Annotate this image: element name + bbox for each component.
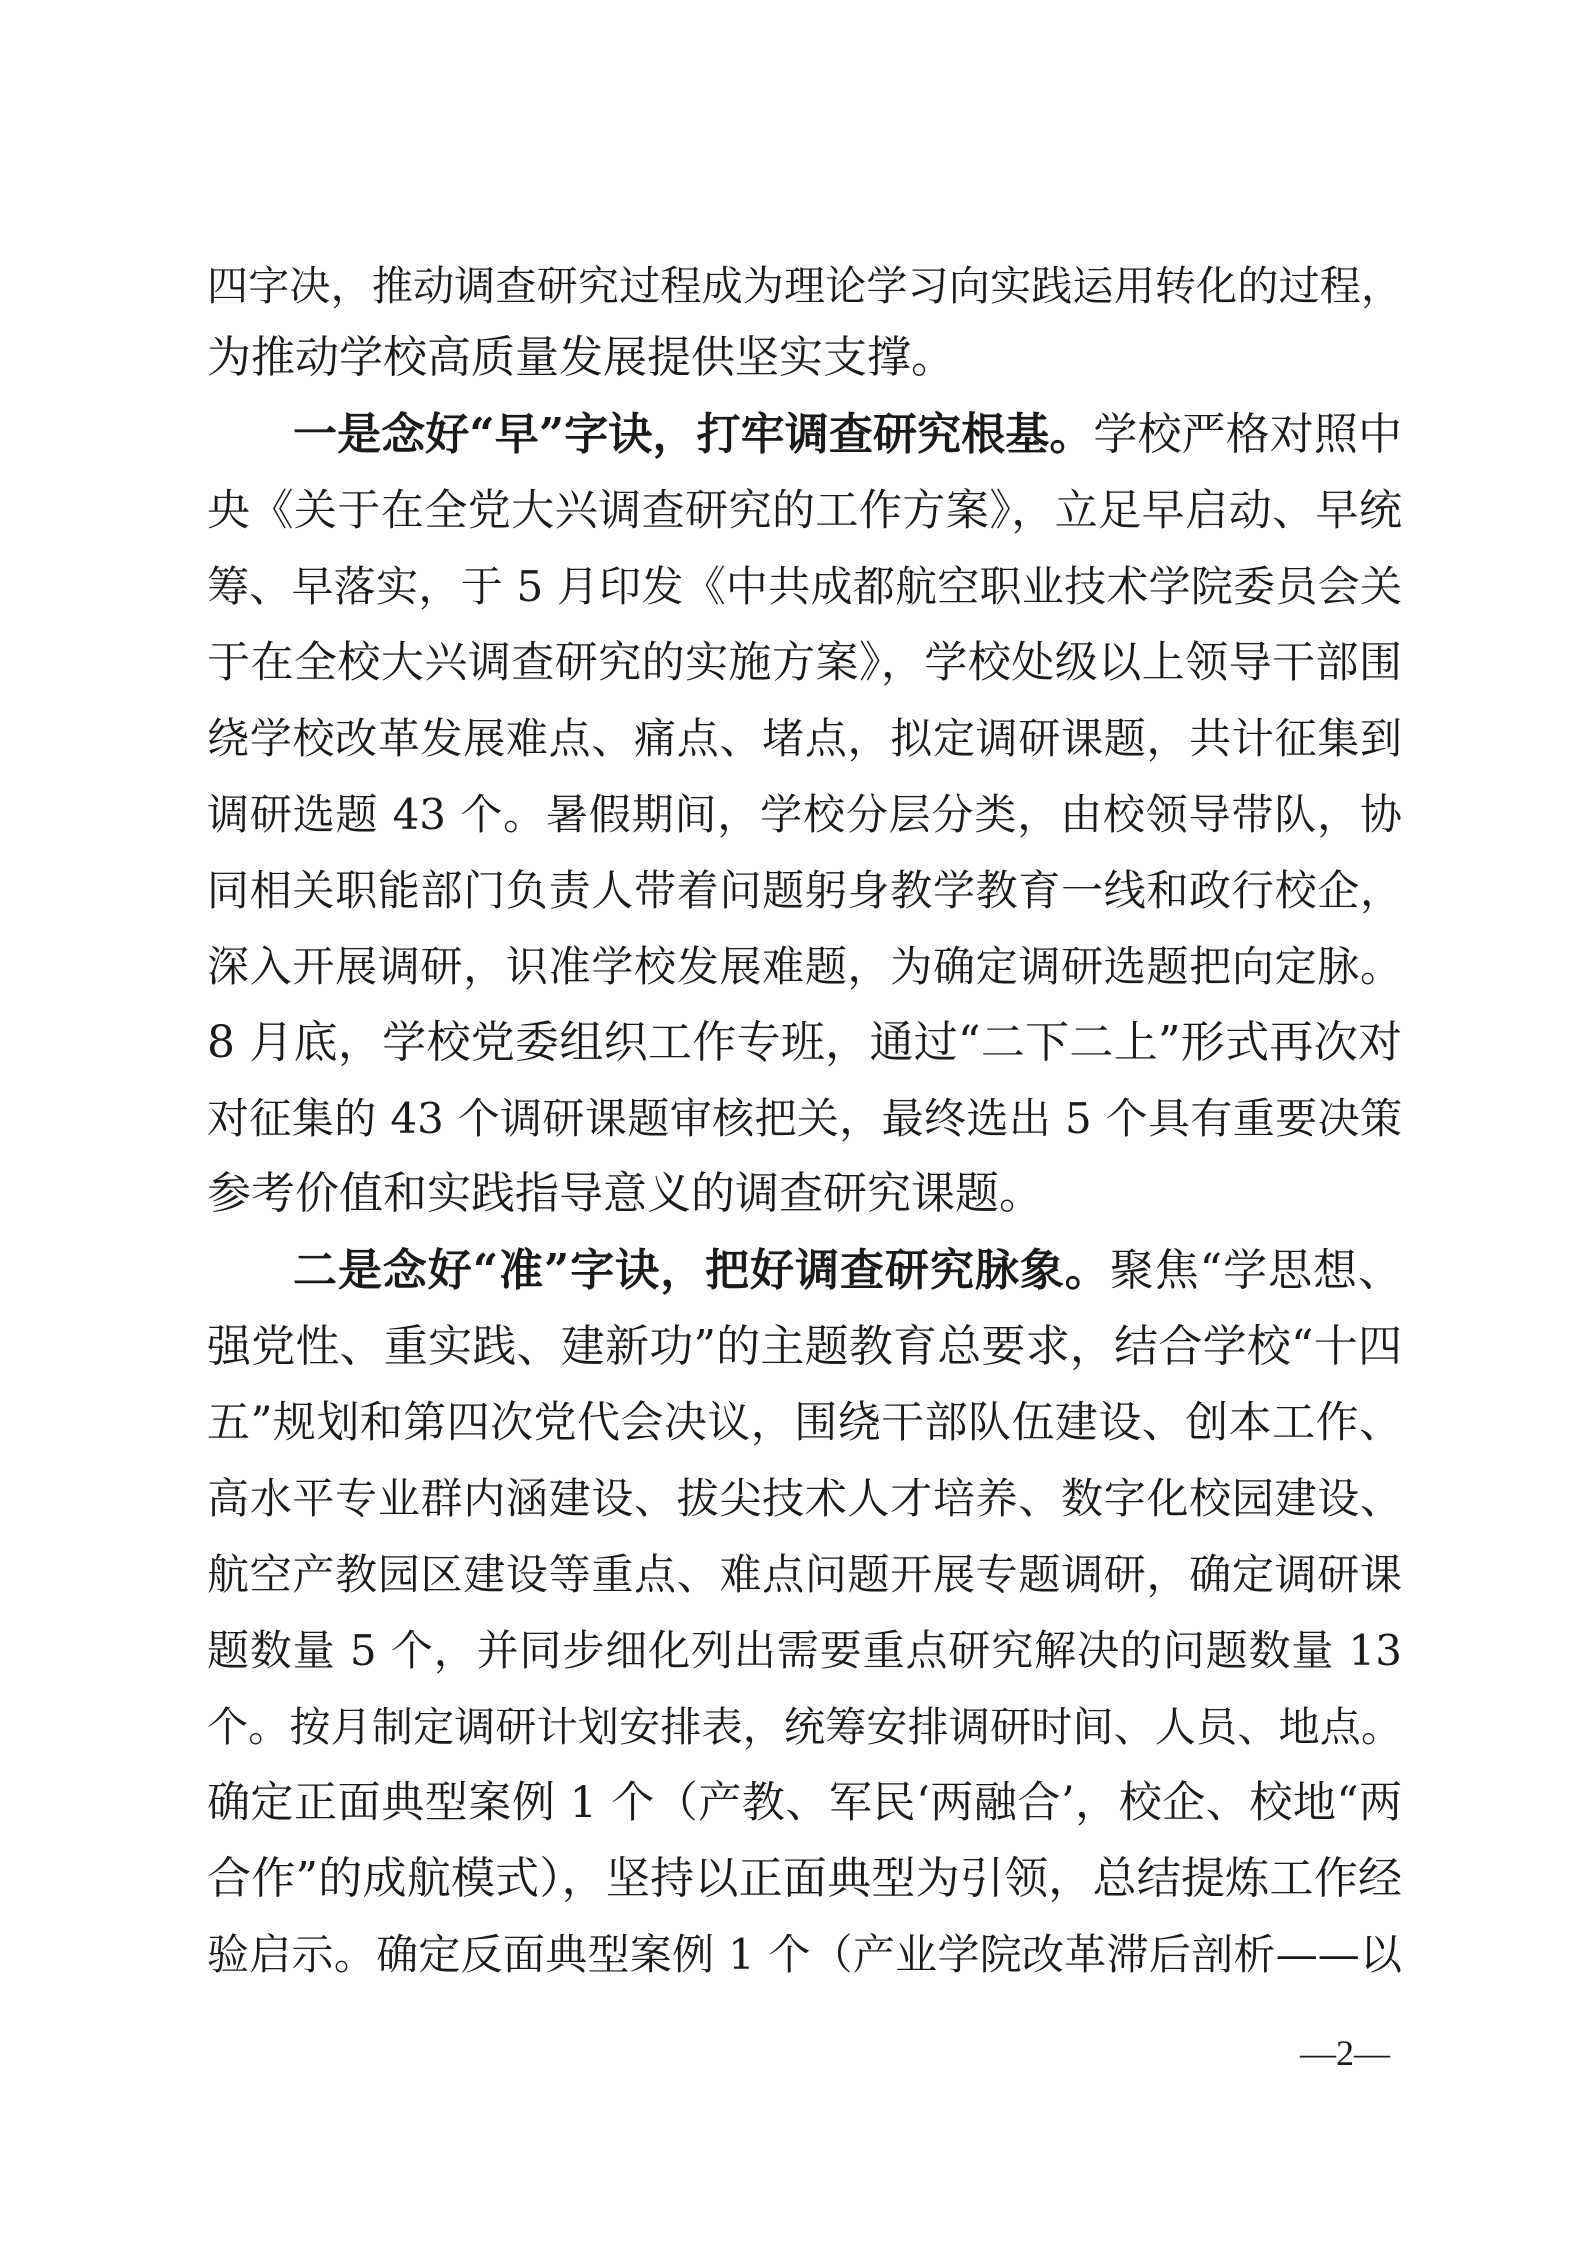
text-line-13 — [207, 1158, 1402, 1230]
text-line-19 — [207, 1615, 1402, 1687]
paragraph-heading-accurate: 二是念好“准”字诀，把好调查研究脉象。 — [293, 1245, 1110, 1296]
paragraph-heading-early: 一是念好“早”字诀，打牢调查研究根基。 — [293, 409, 1094, 460]
line-text: 五”规划和第四次党代会决议，围绕干部队伍建设、创本工作、 — [207, 1398, 1402, 1448]
line-text: 高水平专业群内涵建设、拔尖技术人才培养、数字化校园建设、 — [207, 1474, 1402, 1523]
text-line-21 — [207, 1767, 1402, 1839]
text-line-2 — [207, 322, 1402, 394]
line-text: 8 月底，学校党委组织工作专班，通过“二下二上”形式再次对 — [207, 1017, 1402, 1068]
line-text: 参考价值和实践指导意义的调查研究课题。 — [207, 1168, 1043, 1219]
text-line-4 — [207, 475, 1402, 547]
text-line-6 — [207, 627, 1402, 699]
text-line-18 — [207, 1539, 1402, 1611]
line-text: 绕学校改革发展难点、痛点、堵点，拟定调研课题，共计征集到 — [207, 714, 1402, 763]
text-line-22 — [207, 1843, 1402, 1915]
page-number: —2— — [1300, 2033, 1390, 2073]
text-line-8 — [207, 779, 1402, 851]
text-line-9 — [207, 855, 1402, 927]
text-line-11 — [207, 1007, 1402, 1079]
text-line-17 — [207, 1463, 1402, 1535]
text-line-12 — [207, 1083, 1402, 1155]
line-text: 央《关于在全党大兴调查研究的工作方案》，立足早启动、早统 — [207, 486, 1402, 536]
line-text: 筹、早落实，于 5 月印发《中共成都航空职业技术学院委员会关 — [207, 562, 1402, 611]
text-line-5 — [207, 551, 1402, 623]
text-line-15 — [207, 1311, 1402, 1383]
line-text: 对征集的 43 个调研课题审核把关，最终选出 5 个具有重要决策 — [207, 1094, 1402, 1143]
line-text: 学校严格对照中 — [1093, 409, 1402, 460]
text-line-14 — [293, 1235, 1402, 1307]
text-line-16 — [207, 1387, 1402, 1459]
line-text: 为推动学校高质量发展提供坚实支撑。 — [207, 332, 955, 383]
line-text: 题数量 5 个，并同步细化列出需要重点研究解决的问题数量 13 — [207, 1626, 1402, 1675]
text-line-20 — [207, 1691, 1402, 1763]
line-text: 四字决，推动调查研究过程成为理论学习向实践运用转化的过程， — [207, 262, 1402, 310]
text-line-23 — [207, 1919, 1402, 1991]
line-text: 深入开展调研，识准学校发展难题，为确定调研选题把向定脉。 — [207, 942, 1402, 991]
text-line-1 — [207, 250, 1402, 322]
line-text: 验启示。确定反面典型案例 1 个（产业学院改革滞后剖析——以 — [207, 1930, 1402, 1979]
line-text: 航空产教园区建设等重点、难点问题开展专题调研，确定调研课 — [207, 1550, 1402, 1599]
line-text: 于在全校大兴调查研究的实施方案》，学校处级以上领导干部围 — [207, 638, 1402, 688]
line-text: 合作”的成航模式），坚持以正面典型为引领，总结提炼工作经 — [207, 1853, 1402, 1904]
line-text: 同相关职能部门负责人带着问题躬身教学教育一线和政行校企， — [207, 866, 1402, 915]
text-line-3 — [293, 399, 1402, 471]
text-line-7 — [207, 703, 1402, 775]
line-text: 聚焦“学思想、 — [1109, 1245, 1402, 1296]
text-line-10 — [207, 931, 1402, 1003]
line-text: 确定正面典型案例 1 个（产教、军民‘两融合’，校企、校地“两 — [207, 1778, 1402, 1828]
line-text: 个。按月制定调研计划安排表，统筹安排调研时间、人员、地点。 — [207, 1703, 1402, 1751]
line-text: 调研选题 43 个。暑假期间，学校分层分类，由校领导带队，协 — [207, 790, 1402, 839]
line-text: 强党性、重实践、建新功”的主题教育总要求，结合学校“十四 — [207, 1321, 1402, 1372]
